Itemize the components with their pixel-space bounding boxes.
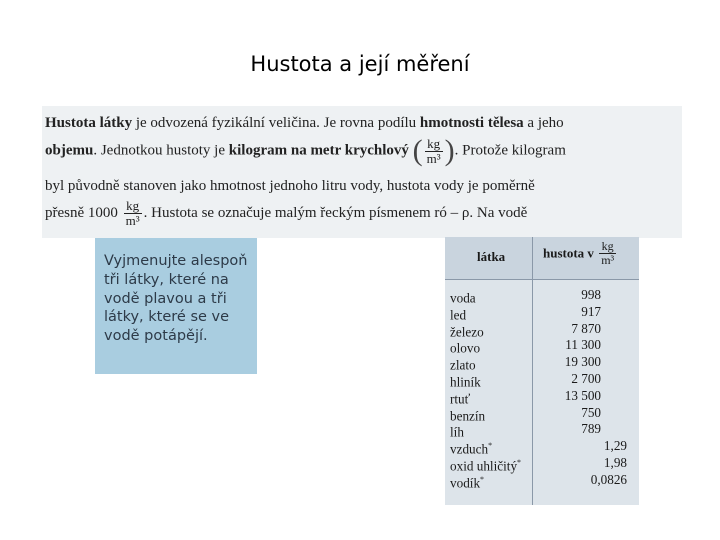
text-fragment: je odvozená fyzikální veličina. Je rovna podílu xyxy=(132,115,420,131)
cell-density: 1,29 xyxy=(603,438,627,454)
unit-fraction xyxy=(124,199,142,228)
table-row xyxy=(445,354,639,371)
cell-substance: vzduch* xyxy=(450,441,493,457)
cell-substance: železo xyxy=(450,323,484,339)
text-fragment: . Hustota se označuje malým řeckým písmenem ró – ρ. Na vodě xyxy=(143,204,528,221)
cell-density: 998 xyxy=(581,287,601,302)
table-header xyxy=(445,237,639,280)
table-row xyxy=(445,405,639,422)
cell-density: 7 870 xyxy=(571,320,601,336)
unit-denominator: m³ xyxy=(426,150,441,166)
cell-substance: voda xyxy=(450,290,476,306)
table-row xyxy=(445,337,639,354)
table-row xyxy=(445,438,639,455)
table-row xyxy=(445,321,639,338)
term-density: Hustota látky xyxy=(45,115,133,131)
paren-open: ( xyxy=(412,134,423,167)
table-body xyxy=(445,287,639,489)
paragraph-line-4 xyxy=(45,199,527,228)
table-row xyxy=(445,371,639,388)
unit-numerator: kg xyxy=(124,199,142,214)
table-row xyxy=(445,287,639,304)
table-row xyxy=(445,421,639,438)
unit-fraction xyxy=(425,137,443,166)
cell-substance: rtuť xyxy=(450,391,471,407)
paragraph-line-2 xyxy=(45,134,566,168)
term-mass: hmotnosti tělesa xyxy=(419,115,524,131)
unit-denominator: m³ xyxy=(601,253,615,267)
text-fragment: přesně 1000 xyxy=(45,204,118,221)
density-table xyxy=(445,237,639,505)
text-fragment: . Protože kilogram xyxy=(454,142,566,159)
text-fragment: byl původně stanoven jako hmotnost jednoho litru vody, hustota vody je poměrně xyxy=(45,178,535,194)
task-box xyxy=(95,238,257,374)
table-row xyxy=(445,455,639,472)
cell-density: 750 xyxy=(581,404,601,420)
term-volume: objemu xyxy=(45,142,94,159)
header-density-label: hustota v xyxy=(543,245,594,261)
cell-density: 11 300 xyxy=(565,337,601,353)
unit-numerator: kg xyxy=(599,240,616,254)
text-fragment: a jeho xyxy=(523,115,564,131)
paren-close: ) xyxy=(444,134,455,167)
cell-density: 13 500 xyxy=(564,387,601,403)
unit-numerator: kg xyxy=(425,137,443,152)
cell-substance: led xyxy=(450,307,467,323)
paragraph-line-3 xyxy=(45,178,535,195)
cell-density: 0,0826 xyxy=(590,471,627,487)
cell-substance: benzín xyxy=(450,407,486,423)
task-text: Vyjmenujte alespoň tři látky, které na vodě plavou a tři látky, které se ve vodě potápějí. xyxy=(104,253,248,345)
table-row xyxy=(445,388,639,405)
cell-density: 789 xyxy=(581,421,601,437)
table-row xyxy=(445,472,639,489)
text-fragment: . Jednotkou hustoty je xyxy=(93,142,229,159)
cell-substance: líh xyxy=(450,424,464,440)
cell-substance: zlato xyxy=(450,357,476,373)
table-row xyxy=(445,304,639,321)
cell-density: 2 700 xyxy=(571,370,601,386)
cell-density: 917 xyxy=(581,303,601,319)
cell-substance: oxid uhličitý* xyxy=(450,457,522,474)
header-substance: látka xyxy=(477,249,506,264)
unit-denominator: m³ xyxy=(125,213,140,228)
cell-substance: olovo xyxy=(450,340,481,356)
cell-substance: hliník xyxy=(450,374,481,390)
paragraph-line-1 xyxy=(45,115,564,132)
term-unit: kilogram na metr krychlový xyxy=(228,142,409,159)
cell-density: 1,98 xyxy=(603,454,627,470)
header-density xyxy=(543,240,618,267)
cell-density: 19 300 xyxy=(564,354,601,370)
page-title: Hustota a její měření xyxy=(250,52,470,76)
header-unit-fraction xyxy=(599,240,616,267)
cell-substance: vodík* xyxy=(450,474,485,491)
definition-paragraph xyxy=(42,106,682,238)
